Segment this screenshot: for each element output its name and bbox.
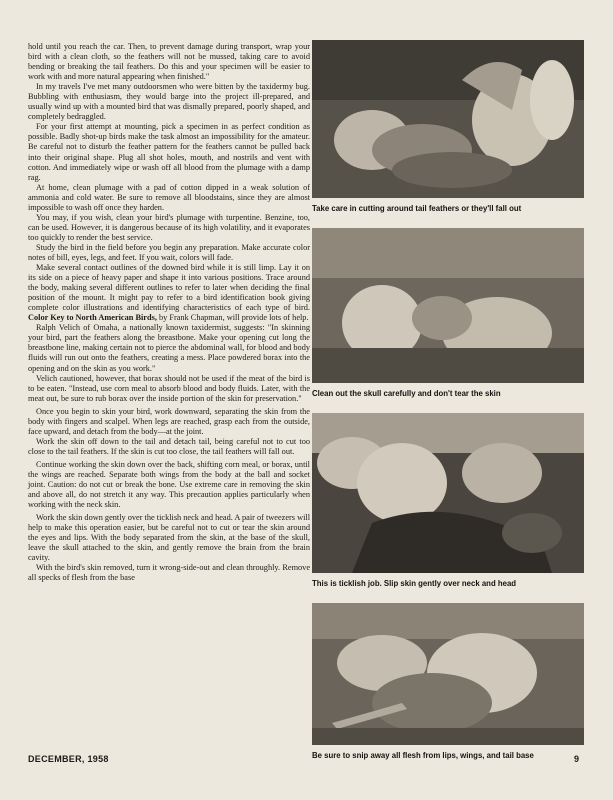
photo-skull	[312, 228, 584, 383]
photo-tail-feathers-image	[312, 40, 584, 198]
paragraph-with-book-ref	[28, 263, 310, 323]
paragraph: At home, clean plumage with a pad of cotton dipped in a weak solution of ammonia and cold water. Be sure to remove all bloodstains, since they are almost impossible to wash off once they harden.	[28, 182, 310, 212]
photo-tail-feathers	[312, 40, 584, 198]
page-number: 9	[574, 754, 580, 764]
photo-flesh-removal	[312, 603, 584, 745]
photo-skull-image	[312, 228, 584, 383]
book-ref-tail: by Frank Chapman, will provide lots of help.	[156, 313, 309, 323]
paragraph: With the bird's skin removed, turn it wrong-side-out and clean throughly. Remove all specks of flesh from the base	[28, 563, 310, 583]
book-title: Color Key to North American Birds,	[28, 313, 157, 323]
paragraph: Ralph Velich of Omaha, a nationally known taxidermist, suggests: "In skinning your bird, part the feathers along the breastbone. Make your opening cut long the breastbone line, making certain not to pierce the abdominal wall, for blood and body fluids will run out onto the feathers, creating a mess. Place powdered borax into the opening and on the skin as you work."	[28, 323, 310, 373]
paragraph: Work the skin down gently over the ticklish neck and head. A pair of tweezers will help to make this operation easier, but be careful not to cut or tear the skin around the eyes and lips. With the body separated from the skin, at the base of the skull, leave the skull attached to the skin, and gently remove the brain from the brain cavity.	[28, 513, 310, 563]
paragraph: Continue working the skin down over the back, shifting corn meal, or borax, until the wings are reached. Separate both wings from the body at the ball and socket joint. Caution: do not cut or break the bone. Use extreme care in removing the skin and above all, do not stretch it any way. This precaution applies particularly when working with the neck skin.	[28, 459, 310, 510]
caption-1: Take care in cutting around tail feathers or they'll fall out	[312, 204, 522, 213]
caption-2: Clean out the skull carefully and don't tear the skin	[312, 389, 501, 398]
paragraph: Once you begin to skin your bird, work downward, separating the skin from the body with fingers and scalpel. When legs are reached, grasp each from the outside, face upward, and detach from the body—at the joint.	[28, 406, 310, 436]
paragraph: In my travels I've met many outdoorsmen who were bitten by the taxidermy bug. Bubbling with enthusiasm, they would barge into the project ill-prepared, and usually wind up with a mounted bird that was dismally prepared, poorly shaped, and completely bedraggled.	[28, 82, 310, 122]
photo-neck-head-image	[312, 413, 584, 573]
footer-date: DECEMBER, 1958	[28, 754, 109, 764]
photo-flesh-removal-image	[312, 603, 584, 745]
paragraph: Study the bird in the field before you begin any preparation. Make accurate color notes of bill, eyes, legs, and feet. If you wait, colors will fade.	[28, 242, 310, 262]
paragraph: You may, if you wish, clean your bird's plumage with turpentine. Benzine, too, can be used. However, it is dangerous because of its high volatility, and it evaporates too quickly to render the best service.	[28, 212, 310, 242]
paragraph-text: Make several contact outlines of the downed bird while it is still limp. Lay it on its side on a piece of heavy paper and shape it into various positions. Trace around the body, making several different outlines to refer to later when deciding the final position of the mount. It might pay to refer to a bird identification book giving complete color illustrations and identifying characteristics of each type of bird.	[28, 263, 310, 313]
paragraph: For your first attempt at mounting, pick a specimen in as perfect condition as possible. Badly shot-up birds make the task almost an impossibility for the amateur. Be careful not to disturb the feather pattern for the feathers cannot be pulled back into their original shape. Plug all shot holes, mouth, and nostrils and vent with cotton. And immediately wipe or wash off all blood from the plumage with a damp rag.	[28, 122, 310, 182]
photo-column	[312, 40, 584, 761]
paragraph: Work the skin off down to the tail and detach tail, being careful not to cut too close to the tail feathers. If the skin is cut too close, the tail feathers will fall out.	[28, 436, 310, 456]
article-text-column	[28, 42, 310, 583]
caption-4: Be sure to snip away all flesh from lips, wings, and tail base	[312, 751, 534, 760]
paragraph: Velich cautioned, however, that borax should not be used if the meat of the bird is to be eaten. "Instead, use corn meal to absorb blood and body fluids. Later, with the meat out, be sure to rub borax over the inside portion of the skin for preservation."	[28, 373, 310, 403]
caption-3: This is ticklish job. Slip skin gently over neck and head	[312, 579, 517, 588]
paragraph: hold until you reach the car. Then, to prevent damage during transport, wrap your bird with a clean cloth, so the feathers will not be mussed, taking care to avoid bending or breaking the tail feathers. Do this and your specimen will be easier to work with and more natural appearing when finished."	[28, 42, 310, 82]
photo-neck-head	[312, 413, 584, 573]
